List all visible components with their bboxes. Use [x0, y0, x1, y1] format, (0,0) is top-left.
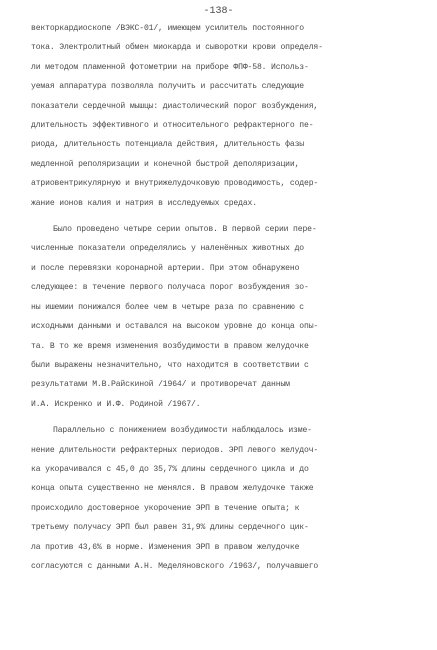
body-text — [31, 19, 421, 576]
paragraph-3 — [31, 421, 421, 576]
text-line: длительность эффективного и относительного рефрактерного пе- — [31, 121, 314, 131]
text-line: результатами М.В.Райскиной /1964/ и противоречат данным — [31, 380, 290, 390]
paragraph-1 — [31, 19, 421, 213]
text-line: были выражены незначительно, что находится в соответствии с — [31, 360, 309, 370]
text-line: векторкардиоскопе /ВЭКС-01/, имеющем усилитель постоянного — [31, 24, 305, 33]
text-line: И.А. Искренко и И.Ф. Родиной /1967/. — [31, 399, 201, 409]
text-line: уемая аппаратура позволяла получить и рассчитать следующие — [31, 82, 305, 92]
text-line: ка укорачивался с 45,0 до 35,7% длины сердечного цикла и до — [31, 464, 309, 474]
text-line: согласуются с данными А.Н. Меделяновского /1963/, получавшего — [31, 561, 319, 571]
text-line: нение длительности рефрактерных периодов. ЭРП левого желудоч- — [31, 445, 319, 455]
text-line: медленной реполяризации и конечной быстрой деполяризации, — [31, 159, 300, 169]
text-line: жание ионов калия и натрия в исследуемых средах. — [31, 198, 257, 208]
text-line: и после перевязки коронарной артерии. При этом обнаружено — [31, 263, 300, 273]
text-line: ла против 43,6% в норме. Изменения ЭРП в правом желудочке — [31, 542, 300, 552]
text-line: ли методом пламенной фотометрии на приборе ФПФ-58. Использ- — [31, 62, 309, 72]
paragraph-spacer — [31, 414, 421, 421]
text-line: ны ишемии понижался более чем в четыре раза по сравнению с — [31, 302, 305, 312]
text-line: Параллельно с понижением возбудимости наблюдалось изме- — [53, 426, 312, 436]
text-line: показатели сердечной мышцы: диастолический порог возбуждения, — [31, 101, 319, 111]
paragraph-2 — [31, 220, 421, 414]
text-line: атриовентрикулярную и внутрижелудочковую проводимость, содер- — [31, 179, 319, 189]
text-line: Было проведено четыре серии опытов. В первой серии пере- — [53, 225, 317, 235]
text-line: третьему получасу ЭРП был равен 31,9% длины сердечного цик- — [31, 523, 309, 533]
text-line: риода, длительность потенциала действия, длительность фазы — [31, 140, 305, 150]
text-line: конца опыта существенно не менялся. В правом желудочке также — [31, 484, 314, 494]
text-line: происходило достоверное укорочение ЭРП в течение опыта; к — [31, 503, 300, 513]
text-line: тока. Электролитный обмен миокарда и сыворотки крови определя- — [31, 43, 323, 53]
text-line: та. В то же время изменения возбудимости в правом желудочке — [31, 341, 309, 351]
page-number: -138- — [203, 6, 234, 17]
text-line: исходными данными и оставался на высоком уровне до конца опы- — [31, 322, 319, 332]
paragraph-spacer — [31, 213, 421, 220]
text-line: численные показатели определялись у наленённых животных до — [31, 244, 305, 254]
text-line: следующее: в течение первого получаса порог возбуждения зо- — [31, 283, 309, 293]
